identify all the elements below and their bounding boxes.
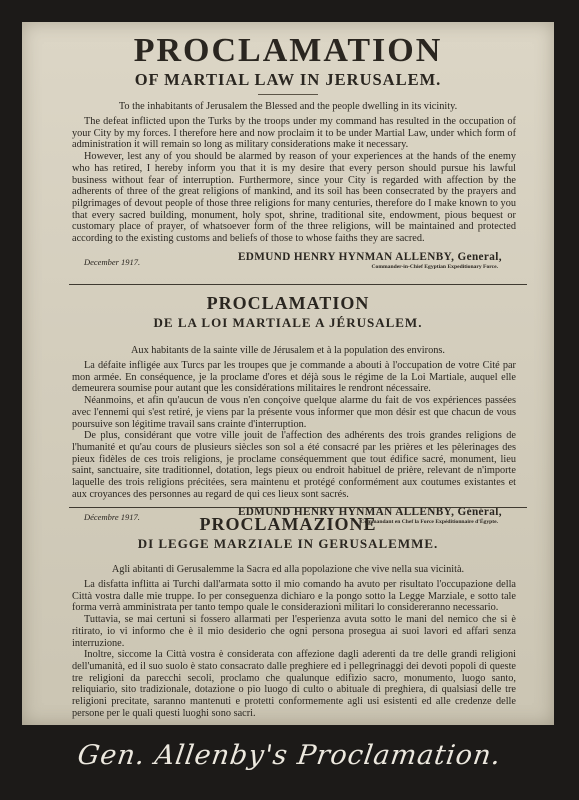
english-title: PROCLAMATION: [133, 32, 443, 69]
english-salutation: To the inhabitants of Jerusalem the Blessed and the people dwelling in its vicinity.: [118, 101, 458, 112]
italian-section: [22, 505, 554, 725]
french-signer-title: Commandant en Chef la Force Expéditionnaire d'Égypte.: [360, 519, 498, 526]
english-signer-title: Commander-in-Chief Egyptian Expeditionary Force.: [371, 263, 498, 270]
italian-subtitle: DI LEGGE MARZIALE IN GERUSALEMME.: [137, 536, 439, 551]
english-date: December 1917.: [84, 256, 141, 267]
italian-salutation: Agli abitanti di Gerusalemme la Sacra ed alla popolazione che vive nella sua vicinità.: [111, 564, 465, 575]
italian-title: PROCLAMAZIONE: [199, 514, 377, 534]
english-subtitle: OF MARTIAL LAW IN JERUSALEM.: [134, 70, 442, 89]
italian-paragraph: La disfatta inflitta ai Turchi dall'armata sotto il mio comando ha avuto per risultato l'occupazione della Città vostra dalle mie truppe. Io per conseguenza dichiaro e la pongo sotto la Legge Marziale, e sotto tale forma verrà amministrata per tanto tempo quale le considerazioni militari lo considereranno necessario.: [72, 579, 516, 614]
english-signature-block: [22, 251, 554, 271]
title-rule: [258, 94, 318, 95]
english-paragraph: However, lest any of you should be alarmed by reason of your experiences at the hands of the enemy who has retired, I hereby inform you that it is my desire that every person should pursue his lawful business without fear of interruption. Furthermore, since your City is regarded with affection by the adherents of three of the great religions of mankind, and its soil has been consecrated by the prayers and pilgrimages of devout people of those three religions for many centuries, therefore do I make known to you that every sacred building, monument, holy spot, shrine, traditional site, endowment, pious bequest or customary place of prayer, of whatsoever form of the three religions, will be maintained and protected according to the existing customs and beliefs of those to whose faiths they are sacred.: [72, 151, 516, 245]
english-section: [22, 22, 554, 271]
italian-paragraph: Tuttavia, se mai certuni si fossero allarmati per l'esperienza avuta sotto le mani del nemico che si è ritirato, io vi informo che è il mio desiderio che ogni persona prosegua ai suoi lavori ed affari senza interruzione.: [72, 614, 516, 649]
french-paragraph: La défaite infligée aux Turcs par les troupes que je commande a abouti à l'occupation de votre Cité par mon armée. En conséquence, je la proclame d'ores et déjà sous le régime de la Loi Martiale, auquel elle demeurera soumise pour autant que les considérations militaires le rendront nécessaire.: [72, 360, 516, 395]
handwritten-caption: Gen. Allenby's Proclamation.: [75, 740, 504, 771]
french-paragraph: De plus, considérant que votre ville jouit de l'affection des adhérents des trois grandes religions de l'humanité et qu'au cours de plusieurs siècles son sol a été consacré par les prières et les pèlerinages des pieux fidèles de ces trois religions, je proclame conséquemment que tout édifice sacré, monument, lieu saint, sanctuaire, site traditionnel, dotation, legs pieux ou endroit habituel de prière, relevant de n'importe laquelle des trois religions précitées, sera maintenu et protégé conformément aux coutumes existantes et aux croyances des personnes au regard de qui ces lieux sont sacrés.: [72, 430, 516, 500]
french-date: Décembre 1917.: [84, 512, 140, 523]
french-salutation: Aux habitants de la sainte ville de Jérusalem et à la population des environs.: [131, 345, 445, 356]
french-subtitle: DE LA LOI MARTIALE A JÉRUSALEM.: [153, 315, 423, 330]
french-signer: EDMUND HENRY HYNMAN ALLENBY, Général,: [237, 506, 502, 519]
italian-paragraph: Inoltre, siccome la Città vostra è considerata con affezione dagli aderenti da tre delle grandi religioni dell'umanità, ed il suo suolo è stato consacrato dalle preghiere ed i pellegrinaggi dei devoti popoli di queste tre religioni da parecchi secoli, proclamo che qualunque edifizio sacro, monumento, luogo santo, reliquiario, sito tradizionale, dotazione o pio luogo di culto o abituale di preghiera, di qualsiasi delle tre religioni precitate, saranno mantenuti e protetti conformemente agli usi esistenti ed alle credenze delle persone per le quali questi luoghi sono sacri.: [72, 649, 516, 719]
french-section: [22, 284, 554, 526]
english-paragraph: The defeat inflicted upon the Turks by the troops under my command has resulted in the occupation of your City by my forces. I therefore here and now proclaim it to be under Martial Law, under which form of administration it will remain so long as military considerations make it necessary.: [72, 116, 516, 151]
french-paragraph: Néanmoins, et afin qu'aucun de vous n'en conçoive quelque alarme du fait de vos expériences passées avec l'ennemi qui s'est retiré, je viens par la présente vous informer que mon désir est que chacun de vous poursuive son légitime travail sans crainte d'interruption.: [72, 395, 516, 430]
english-signer: EDMUND HENRY HYNMAN ALLENBY, General,: [237, 250, 502, 263]
proclamation-poster: [22, 22, 554, 725]
french-title: PROCLAMATION: [206, 293, 370, 313]
